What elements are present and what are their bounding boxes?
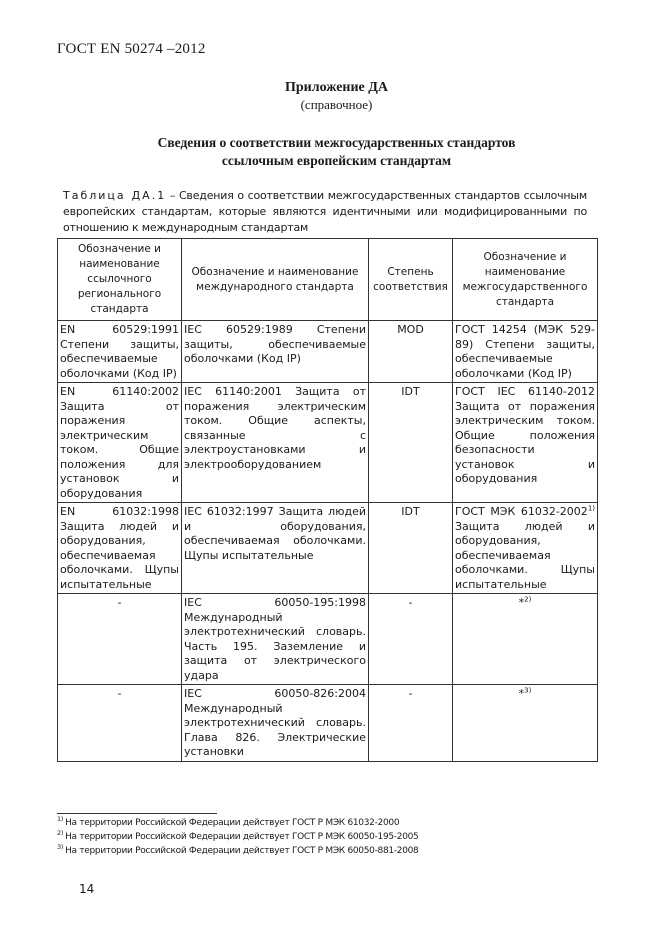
column-header-interstate: Обозначение и наименование межгосударственного стандарта: [453, 239, 598, 321]
page-number: 14: [79, 882, 95, 896]
column-header-international: Обозначение и наименование международного стандарта: [182, 239, 369, 321]
cell-international: IEC 60050-826:2004 Международный электротехнический словарь. Глава 826. Электрические установки: [182, 685, 369, 762]
section-title: [0, 134, 661, 170]
cell-interstate: ГОСТ 14254 (МЭК 529-89) Степени защиты, обеспечиваемые оболочками (Код IP): [453, 321, 598, 383]
table-row: [58, 685, 598, 762]
table-header-row: [58, 239, 598, 321]
cell-interstate: [453, 594, 598, 685]
column-header-regional: Обозначение и наименование ссылочного регионального стандарта: [58, 239, 182, 321]
cell-regional: EN 61140:2002 Защита от поражения электрическим током. Общие положения для установок и оборудования: [58, 383, 182, 503]
table-row: [58, 503, 598, 594]
footnote-text: На территории Российской Федерации действует ГОСТ Р МЭК 60050-881-2008: [65, 846, 419, 856]
cell-interstate: [453, 685, 598, 762]
footnote-item: [57, 830, 418, 844]
footnote-ref[interactable]: 1): [587, 504, 595, 513]
document-code-header: ГОСТ EN 50274 –2012: [57, 41, 206, 57]
cell-regional: EN 60529:1991 Степени защиты, обеспечиваемые оболочками (Код IP): [58, 321, 182, 383]
star-marker: *: [518, 687, 525, 700]
appendix-title: Приложение ДА: [284, 80, 389, 95]
table-caption-text: – Сведения о соответствии межгосударственных стандартов ссылочным европейских стандартам, которые являются идентичными или модифицированными по отношению к международным стандартам: [63, 189, 587, 234]
table-caption: [63, 188, 587, 236]
footnote-item: [57, 816, 418, 830]
table-row: [58, 321, 598, 383]
cell-interstate-code: ГОСТ МЭК 61032-2002: [455, 505, 588, 518]
footnote-number: 2): [57, 829, 64, 837]
footnote-item: [57, 844, 418, 858]
footnote-ref[interactable]: 3): [524, 686, 532, 695]
cell-regional: -: [58, 594, 182, 685]
standards-correspondence-table: [57, 238, 598, 762]
cell-degree: IDT: [369, 383, 453, 503]
cell-degree: -: [369, 685, 453, 762]
cell-international: IEC 61140:2001 Защита от поражения электрическим током. Общие аспекты, связанные с электроустановками и электрооборудованием: [182, 383, 369, 503]
table-caption-label: Таблица ДА.1: [63, 189, 167, 202]
cell-interstate-title: Защита людей и оборудования, обеспечиваемая оболочками. Щупы испытательные: [455, 519, 595, 591]
cell-international: IEC 60050-195:1998 Международный электротехнический словарь. Часть 195. Заземление и защита от электрического удара: [182, 594, 369, 685]
cell-international: IEC 60529:1989 Степени защиты, обеспечиваемые оболочками (Код IP): [182, 321, 369, 383]
cell-degree: IDT: [369, 503, 453, 594]
table-row: [58, 594, 598, 685]
column-header-degree: Степень соответствия: [369, 239, 453, 321]
cell-regional: EN 61032:1998 Защита людей и оборудования, обеспечиваемая оболочками. Щупы испытательные: [58, 503, 182, 594]
footnote-text: На территории Российской Федерации действует ГОСТ Р МЭК 60050-195-2005: [65, 832, 419, 842]
footnote-ref[interactable]: 2): [524, 595, 532, 604]
section-title-line-1: Сведения о соответствии межгосударственных стандартов: [157, 135, 516, 150]
footnotes: [57, 816, 418, 858]
footnote-divider: [57, 813, 217, 814]
cell-interstate: [453, 503, 598, 594]
footnote-number: 3): [57, 843, 64, 851]
footnote-text: На территории Российской Федерации действует ГОСТ Р МЭК 61032-2000: [65, 818, 400, 828]
cell-international: IEC 61032:1997 Защита людей и оборудования, обеспечиваемая оболочками. Щупы испытательные: [182, 503, 369, 594]
section-title-line-2: ссылочным европейским стандартам: [221, 153, 452, 168]
appendix-subtitle: (справочное): [300, 97, 373, 112]
footnote-number: 1): [57, 815, 64, 823]
star-marker: *: [518, 596, 525, 609]
table-row: [58, 383, 598, 503]
cell-degree: -: [369, 594, 453, 685]
cell-degree: MOD: [369, 321, 453, 383]
cell-regional: -: [58, 685, 182, 762]
cell-interstate: ГОСТ IEC 61140-2012 Защита от поражения электрическим током. Общие положения безопасности установок и оборудования: [453, 383, 598, 503]
